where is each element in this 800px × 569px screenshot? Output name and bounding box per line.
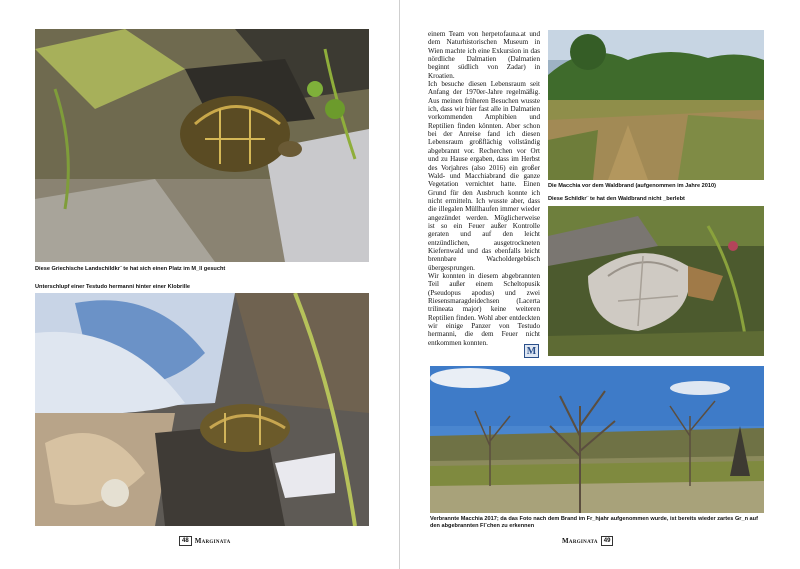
magazine-logo-icon: M — [524, 344, 539, 358]
magazine-name-left: Marginata — [194, 537, 231, 545]
body-paragraph-3: Wir konnten in diesem abgebrannten Teil außer einem Scheltopusik (Pseudopus apodus) und zwei Riesensmaragdeidechsen (Lacerta trilineata major) keine weiteren Reptilien finden. Wohl aber entdeckten wir einige Panzer von Testudo hermanni, die dem Feuer nicht entkommen konnten. — [428, 271, 540, 347]
caption-right-3-line2: den abgebrannten Fl¨chen zu erkennen — [430, 523, 535, 529]
page-number-right: 49 — [601, 536, 614, 546]
magazine-name-right: Marginata — [562, 537, 598, 545]
photo-tortoise-behind-toilet-seat — [35, 293, 369, 526]
caption-right-2: Diese Schildkr¨ te hat den Waldbrand nicht _berlebt — [548, 196, 685, 202]
body-paragraph-2: Ich besuche diesen Lebensraum seit Anfang der 1970er-Jahre regelmäßig. Aus meinen früheren Besuchen wusste ich, dass wir hier fast alle in Dalmatien vorkommenden Amphibien und Reptilien finden könnten. Aber schon bei der Anreise fand ich diesen Lebensraum großflächig vollständig abgebrannt vor. Recherchen vor Ort und zu Hause ergaben, dass im Herbst des Vorjahres (also 2016) ein großer Wald- und Macchiabrand die ganze Vegetation vernichtet hatte. Einen Grund für den Ausbruch konnte ich nicht ermitteln. Ich wusste aber, dass die illegalen Müllhaufen immer wieder angezündet werden. Möglicherweise ist so ein Feuer außer Kontrolle geraten und auf den leicht entzündlichen, ausgetrockneten Kiefernwald und das ebenfalls leicht brennbare Wacholdergebüsch übergesprungen. — [428, 80, 540, 272]
caption-left-2: Unterschlupf einer Testudo hermanni hinter einer Klobrille — [35, 284, 190, 290]
body-paragraph-1: einem Team von herpetofauna.at und dem Naturhistorischen Museum in Wien machte ich eine Exkursion in das nördliche Dalmatien (Dalmatien beginnt südlich von Zadar) in Kroatien. — [428, 30, 540, 80]
photo-burned-tortoise-shell — [548, 206, 764, 356]
photo-burned-macchia-2017 — [430, 366, 764, 513]
folio-right — [562, 536, 613, 546]
page-number-left: 48 — [179, 536, 192, 546]
photo-tortoise-in-trash — [35, 29, 369, 262]
caption-right-3-line1: Verbrannte Macchia 2017; da das Foto nach dem Brand im Fr_hjahr aufgenommen wurde, ist bereits wieder zartes Gr_n auf — [430, 516, 758, 522]
article-body — [428, 30, 540, 347]
folio-left — [179, 536, 230, 546]
caption-left-1: Diese Griechische Landschildkr¨ te hat sich einen Platz im M_ll gesucht — [35, 266, 226, 272]
caption-right-1: Die Macchia vor dem Waldbrand (aufgenommen im Jahre 2010) — [548, 183, 716, 189]
photo-macchia-before-fire — [548, 30, 764, 180]
